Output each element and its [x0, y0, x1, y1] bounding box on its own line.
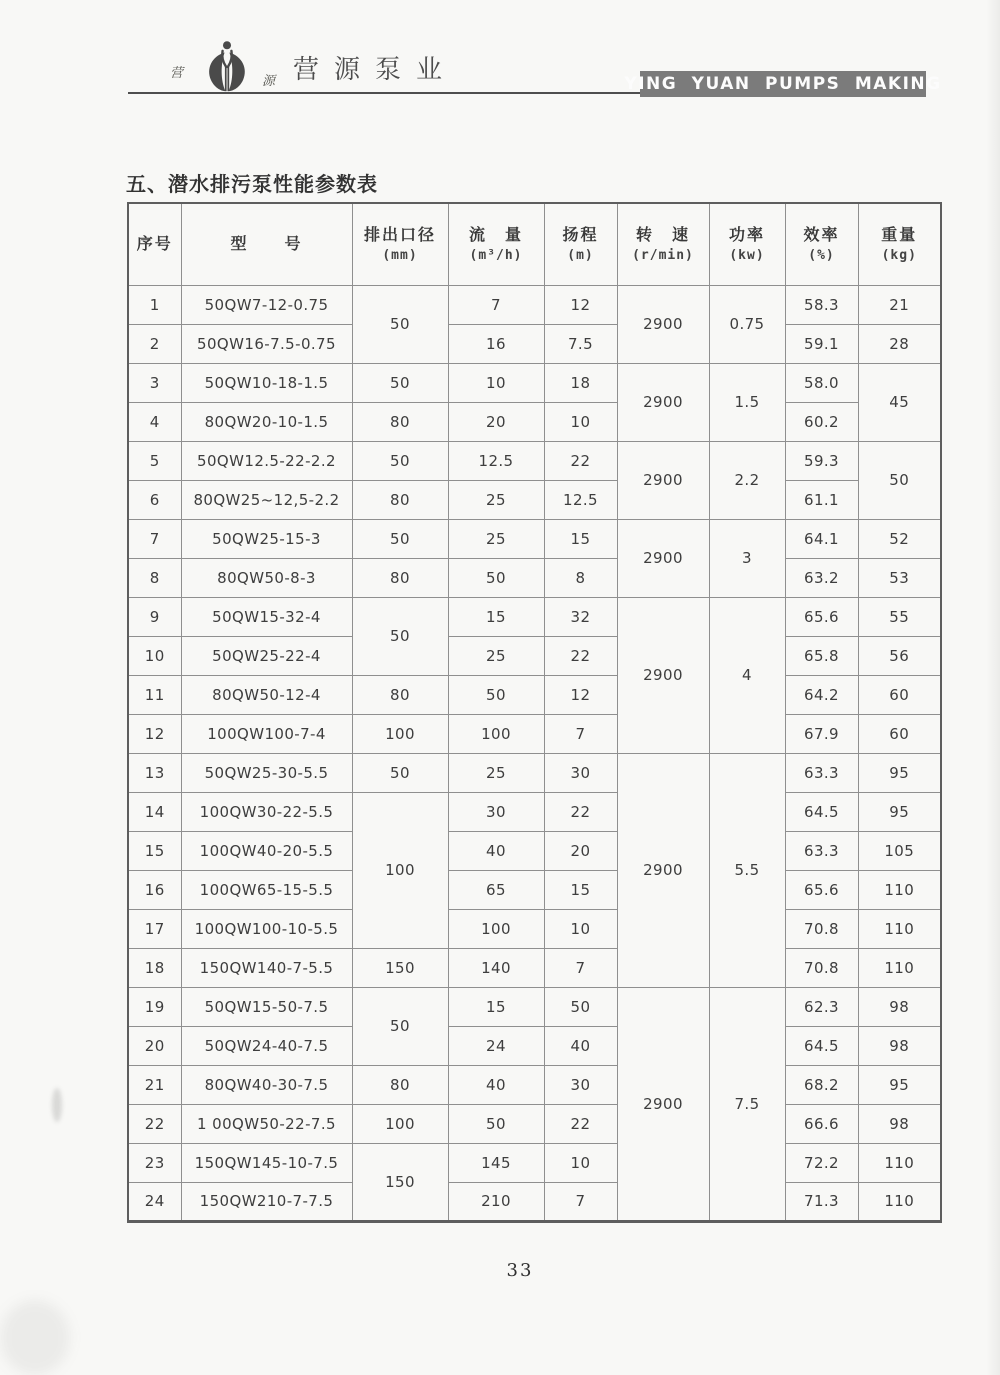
- section-title: 五、潜水排污泵性能参数表: [126, 172, 378, 196]
- table-row: [128, 870, 941, 909]
- cell-head: 12: [544, 285, 617, 324]
- cell-outlet-diameter: 80: [352, 1065, 448, 1104]
- cell-model: 150QW210-7-7.5: [181, 1182, 352, 1221]
- cell-model: 50QW15-50-7.5: [181, 987, 352, 1026]
- cell-model: 80QW50-8-3: [181, 558, 352, 597]
- cell-weight: 105: [858, 831, 941, 870]
- cell-index: 17: [128, 909, 181, 948]
- cell-efficiency: 60.2: [785, 402, 858, 441]
- cell-head: 7.5: [544, 324, 617, 363]
- cell-index: 15: [128, 831, 181, 870]
- cell-speed: 2900: [617, 285, 709, 363]
- cell-model: 80QW40-30-7.5: [181, 1065, 352, 1104]
- cell-outlet-diameter: 80: [352, 558, 448, 597]
- cell-model: 100QW100-7-4: [181, 714, 352, 753]
- cell-flow: 210: [448, 1182, 544, 1221]
- cell-head: 22: [544, 1104, 617, 1143]
- cell-efficiency: 70.8: [785, 909, 858, 948]
- cell-flow: 100: [448, 714, 544, 753]
- table-row: [128, 324, 941, 363]
- cell-flow: 12.5: [448, 441, 544, 480]
- cell-outlet-diameter: 80: [352, 480, 448, 519]
- cell-weight: 60: [858, 675, 941, 714]
- col-header-index: 序号: [128, 203, 181, 285]
- cell-head: 8: [544, 558, 617, 597]
- cell-head: 7: [544, 948, 617, 987]
- scan-artifact: [0, 1300, 70, 1375]
- cell-flow: 25: [448, 480, 544, 519]
- cell-head: 10: [544, 402, 617, 441]
- table-head: [128, 203, 941, 285]
- col-header-weight: 重量 (kg): [858, 203, 941, 285]
- cell-weight: 110: [858, 909, 941, 948]
- cell-outlet-diameter: 50: [352, 987, 448, 1065]
- cell-flow: 10: [448, 363, 544, 402]
- col-header-model: 型 号: [181, 203, 352, 285]
- table-row: [128, 558, 941, 597]
- table-row: [128, 402, 941, 441]
- table-row: [128, 636, 941, 675]
- cell-power: 5.5: [709, 753, 785, 987]
- cell-head: 12.5: [544, 480, 617, 519]
- cell-head: 18: [544, 363, 617, 402]
- table-row: [128, 987, 941, 1026]
- cell-flow: 100: [448, 909, 544, 948]
- cell-flow: 40: [448, 1065, 544, 1104]
- cell-speed: 2900: [617, 753, 709, 987]
- col-header-power: 功率 (kw): [709, 203, 785, 285]
- cell-head: 15: [544, 870, 617, 909]
- table-row: [128, 1143, 941, 1182]
- company-banner: [624, 71, 942, 97]
- col-header-outlet-diameter: 排出口径 (mm): [352, 203, 448, 285]
- table-row: [128, 1065, 941, 1104]
- cell-power: 4: [709, 597, 785, 753]
- cell-index: 1: [128, 285, 181, 324]
- cell-head: 30: [544, 753, 617, 792]
- table-row: [128, 285, 941, 324]
- cell-weight: 21: [858, 285, 941, 324]
- table-row: [128, 831, 941, 870]
- cell-index: 21: [128, 1065, 181, 1104]
- cell-weight: 110: [858, 1143, 941, 1182]
- company-name-cn: 营源泵业: [293, 55, 458, 85]
- table-row: [128, 909, 941, 948]
- cell-efficiency: 65.8: [785, 636, 858, 675]
- cell-model: 100QW30-22-5.5: [181, 792, 352, 831]
- cell-outlet-diameter: 100: [352, 714, 448, 753]
- table-row: [128, 948, 941, 987]
- col-header-efficiency: 效率 (%): [785, 203, 858, 285]
- cell-index: 9: [128, 597, 181, 636]
- cell-flow: 24: [448, 1026, 544, 1065]
- cell-head: 7: [544, 1182, 617, 1221]
- cell-index: 14: [128, 792, 181, 831]
- cell-speed: 2900: [617, 519, 709, 597]
- cell-model: 100QW40-20-5.5: [181, 831, 352, 870]
- cell-efficiency: 67.9: [785, 714, 858, 753]
- cell-index: 3: [128, 363, 181, 402]
- table-row: [128, 519, 941, 558]
- cell-efficiency: 62.3: [785, 987, 858, 1026]
- cell-index: 10: [128, 636, 181, 675]
- cell-weight: 98: [858, 987, 941, 1026]
- cell-speed: 2900: [617, 363, 709, 441]
- cell-flow: 25: [448, 753, 544, 792]
- cell-weight: 60: [858, 714, 941, 753]
- cell-efficiency: 63.3: [785, 753, 858, 792]
- cell-efficiency: 58.0: [785, 363, 858, 402]
- cell-weight: 110: [858, 1182, 941, 1221]
- scan-artifact: [52, 1088, 62, 1122]
- cell-head: 22: [544, 441, 617, 480]
- cell-power: 1.5: [709, 363, 785, 441]
- cell-head: 40: [544, 1026, 617, 1065]
- table-row: [128, 480, 941, 519]
- scan-edge-shade: [986, 0, 1000, 1375]
- cell-model: 80QW20-10-1.5: [181, 402, 352, 441]
- cell-outlet-diameter: 50: [352, 285, 448, 363]
- cell-efficiency: 72.2: [785, 1143, 858, 1182]
- cell-flow: 145: [448, 1143, 544, 1182]
- cell-head: 7: [544, 714, 617, 753]
- cell-model: 50QW25-30-5.5: [181, 753, 352, 792]
- cell-outlet-diameter: 50: [352, 363, 448, 402]
- cell-efficiency: 64.2: [785, 675, 858, 714]
- cell-efficiency: 59.1: [785, 324, 858, 363]
- cell-efficiency: 66.6: [785, 1104, 858, 1143]
- cell-flow: 7: [448, 285, 544, 324]
- cell-weight: 56: [858, 636, 941, 675]
- cell-flow: 16: [448, 324, 544, 363]
- cell-index: 5: [128, 441, 181, 480]
- col-header-head: 扬程 (m): [544, 203, 617, 285]
- col-header-speed: 转 速 (r/min): [617, 203, 709, 285]
- company-name-en: YING YUAN PUMPS MAKING: [624, 74, 942, 94]
- cell-power: 2.2: [709, 441, 785, 519]
- cell-outlet-diameter: 80: [352, 675, 448, 714]
- cell-outlet-diameter: 50: [352, 519, 448, 558]
- cell-flow: 30: [448, 792, 544, 831]
- cell-head: 15: [544, 519, 617, 558]
- cell-weight: 95: [858, 792, 941, 831]
- cell-index: 13: [128, 753, 181, 792]
- cell-head: 22: [544, 792, 617, 831]
- cell-efficiency: 64.5: [785, 1026, 858, 1065]
- cell-outlet-diameter: 150: [352, 948, 448, 987]
- cell-model: 100QW100-10-5.5: [181, 909, 352, 948]
- cell-weight: 110: [858, 948, 941, 987]
- cell-head: 12: [544, 675, 617, 714]
- logo-left-char: 营: [170, 66, 184, 81]
- cell-index: 8: [128, 558, 181, 597]
- cell-power: 7.5: [709, 987, 785, 1221]
- cell-flow: 50: [448, 558, 544, 597]
- cell-index: 20: [128, 1026, 181, 1065]
- cell-index: 2: [128, 324, 181, 363]
- cell-head: 50: [544, 987, 617, 1026]
- cell-index: 18: [128, 948, 181, 987]
- cell-model: 80QW25~12,5-2.2: [181, 480, 352, 519]
- cell-weight: 98: [858, 1026, 941, 1065]
- cell-head: 20: [544, 831, 617, 870]
- cell-weight: 53: [858, 558, 941, 597]
- table-head-row: [128, 203, 941, 285]
- cell-flow: 140: [448, 948, 544, 987]
- cell-flow: 15: [448, 597, 544, 636]
- cell-head: 10: [544, 1143, 617, 1182]
- cell-weight: 52: [858, 519, 941, 558]
- cell-head: 32: [544, 597, 617, 636]
- cell-weight: 45: [858, 363, 941, 441]
- cell-head: 22: [544, 636, 617, 675]
- table-row: [128, 675, 941, 714]
- cell-outlet-diameter: 100: [352, 1104, 448, 1143]
- cell-flow: 50: [448, 1104, 544, 1143]
- cell-flow: 65: [448, 870, 544, 909]
- cell-weight: 110: [858, 870, 941, 909]
- cell-efficiency: 70.8: [785, 948, 858, 987]
- cell-efficiency: 64.1: [785, 519, 858, 558]
- table-body: [128, 285, 941, 1221]
- cell-model: 50QW12.5-22-2.2: [181, 441, 352, 480]
- cell-model: 100QW65-15-5.5: [181, 870, 352, 909]
- table-row: [128, 597, 941, 636]
- cell-flow: 25: [448, 519, 544, 558]
- cell-efficiency: 65.6: [785, 597, 858, 636]
- cell-weight: 98: [858, 1104, 941, 1143]
- table-row: [128, 1104, 941, 1143]
- table-row: [128, 753, 941, 792]
- cell-index: 4: [128, 402, 181, 441]
- cell-index: 22: [128, 1104, 181, 1143]
- cell-head: 30: [544, 1065, 617, 1104]
- cell-weight: 50: [858, 441, 941, 519]
- cell-flow: 50: [448, 675, 544, 714]
- cell-model: 50QW24-40-7.5: [181, 1026, 352, 1065]
- cell-outlet-diameter: 100: [352, 792, 448, 948]
- cell-model: 50QW16-7.5-0.75: [181, 324, 352, 363]
- cell-speed: 2900: [617, 597, 709, 753]
- cell-outlet-diameter: 80: [352, 402, 448, 441]
- cell-efficiency: 64.5: [785, 792, 858, 831]
- parameters-table-wrap: [127, 202, 942, 1223]
- table-row: [128, 1026, 941, 1065]
- cell-index: 7: [128, 519, 181, 558]
- cell-model: 50QW7-12-0.75: [181, 285, 352, 324]
- cell-index: 16: [128, 870, 181, 909]
- cell-power: 0.75: [709, 285, 785, 363]
- cell-weight: 95: [858, 753, 941, 792]
- cell-model: 80QW50-12-4: [181, 675, 352, 714]
- cell-outlet-diameter: 50: [352, 441, 448, 480]
- cell-flow: 20: [448, 402, 544, 441]
- cell-flow: 15: [448, 987, 544, 1026]
- logo-right-char: 源: [262, 74, 276, 89]
- cell-outlet-diameter: 50: [352, 597, 448, 675]
- table-row: [128, 1182, 941, 1221]
- cell-power: 3: [709, 519, 785, 597]
- cell-index: 19: [128, 987, 181, 1026]
- cell-weight: 55: [858, 597, 941, 636]
- cell-efficiency: 59.3: [785, 441, 858, 480]
- cell-model: 50QW25-15-3: [181, 519, 352, 558]
- page-number: 33: [506, 1260, 534, 1281]
- table-row: [128, 792, 941, 831]
- cell-index: 24: [128, 1182, 181, 1221]
- table-row: [128, 441, 941, 480]
- cell-model: 50QW25-22-4: [181, 636, 352, 675]
- cell-efficiency: 65.6: [785, 870, 858, 909]
- cell-index: 23: [128, 1143, 181, 1182]
- cell-head: 10: [544, 909, 617, 948]
- cell-model: 150QW145-10-7.5: [181, 1143, 352, 1182]
- cell-efficiency: 68.2: [785, 1065, 858, 1104]
- cell-efficiency: 63.3: [785, 831, 858, 870]
- col-header-flow: 流 量 (m³/h): [448, 203, 544, 285]
- cell-model: 50QW15-32-4: [181, 597, 352, 636]
- cell-speed: 2900: [617, 987, 709, 1221]
- cell-index: 11: [128, 675, 181, 714]
- cell-outlet-diameter: 150: [352, 1143, 448, 1221]
- table-row: [128, 714, 941, 753]
- cell-efficiency: 71.3: [785, 1182, 858, 1221]
- yingyuan-flower-logo-icon: [200, 38, 254, 96]
- cell-efficiency: 61.1: [785, 480, 858, 519]
- cell-flow: 40: [448, 831, 544, 870]
- cell-model: 150QW140-7-5.5: [181, 948, 352, 987]
- cell-model: 1 00QW50-22-7.5: [181, 1104, 352, 1143]
- cell-flow: 25: [448, 636, 544, 675]
- header-divider: [128, 92, 640, 94]
- pump-parameters-table: [127, 202, 942, 1223]
- cell-efficiency: 58.3: [785, 285, 858, 324]
- cell-model: 50QW10-18-1.5: [181, 363, 352, 402]
- cell-outlet-diameter: 50: [352, 753, 448, 792]
- table-row: [128, 363, 941, 402]
- cell-index: 12: [128, 714, 181, 753]
- cell-weight: 95: [858, 1065, 941, 1104]
- cell-speed: 2900: [617, 441, 709, 519]
- cell-weight: 28: [858, 324, 941, 363]
- cell-index: 6: [128, 480, 181, 519]
- cell-efficiency: 63.2: [785, 558, 858, 597]
